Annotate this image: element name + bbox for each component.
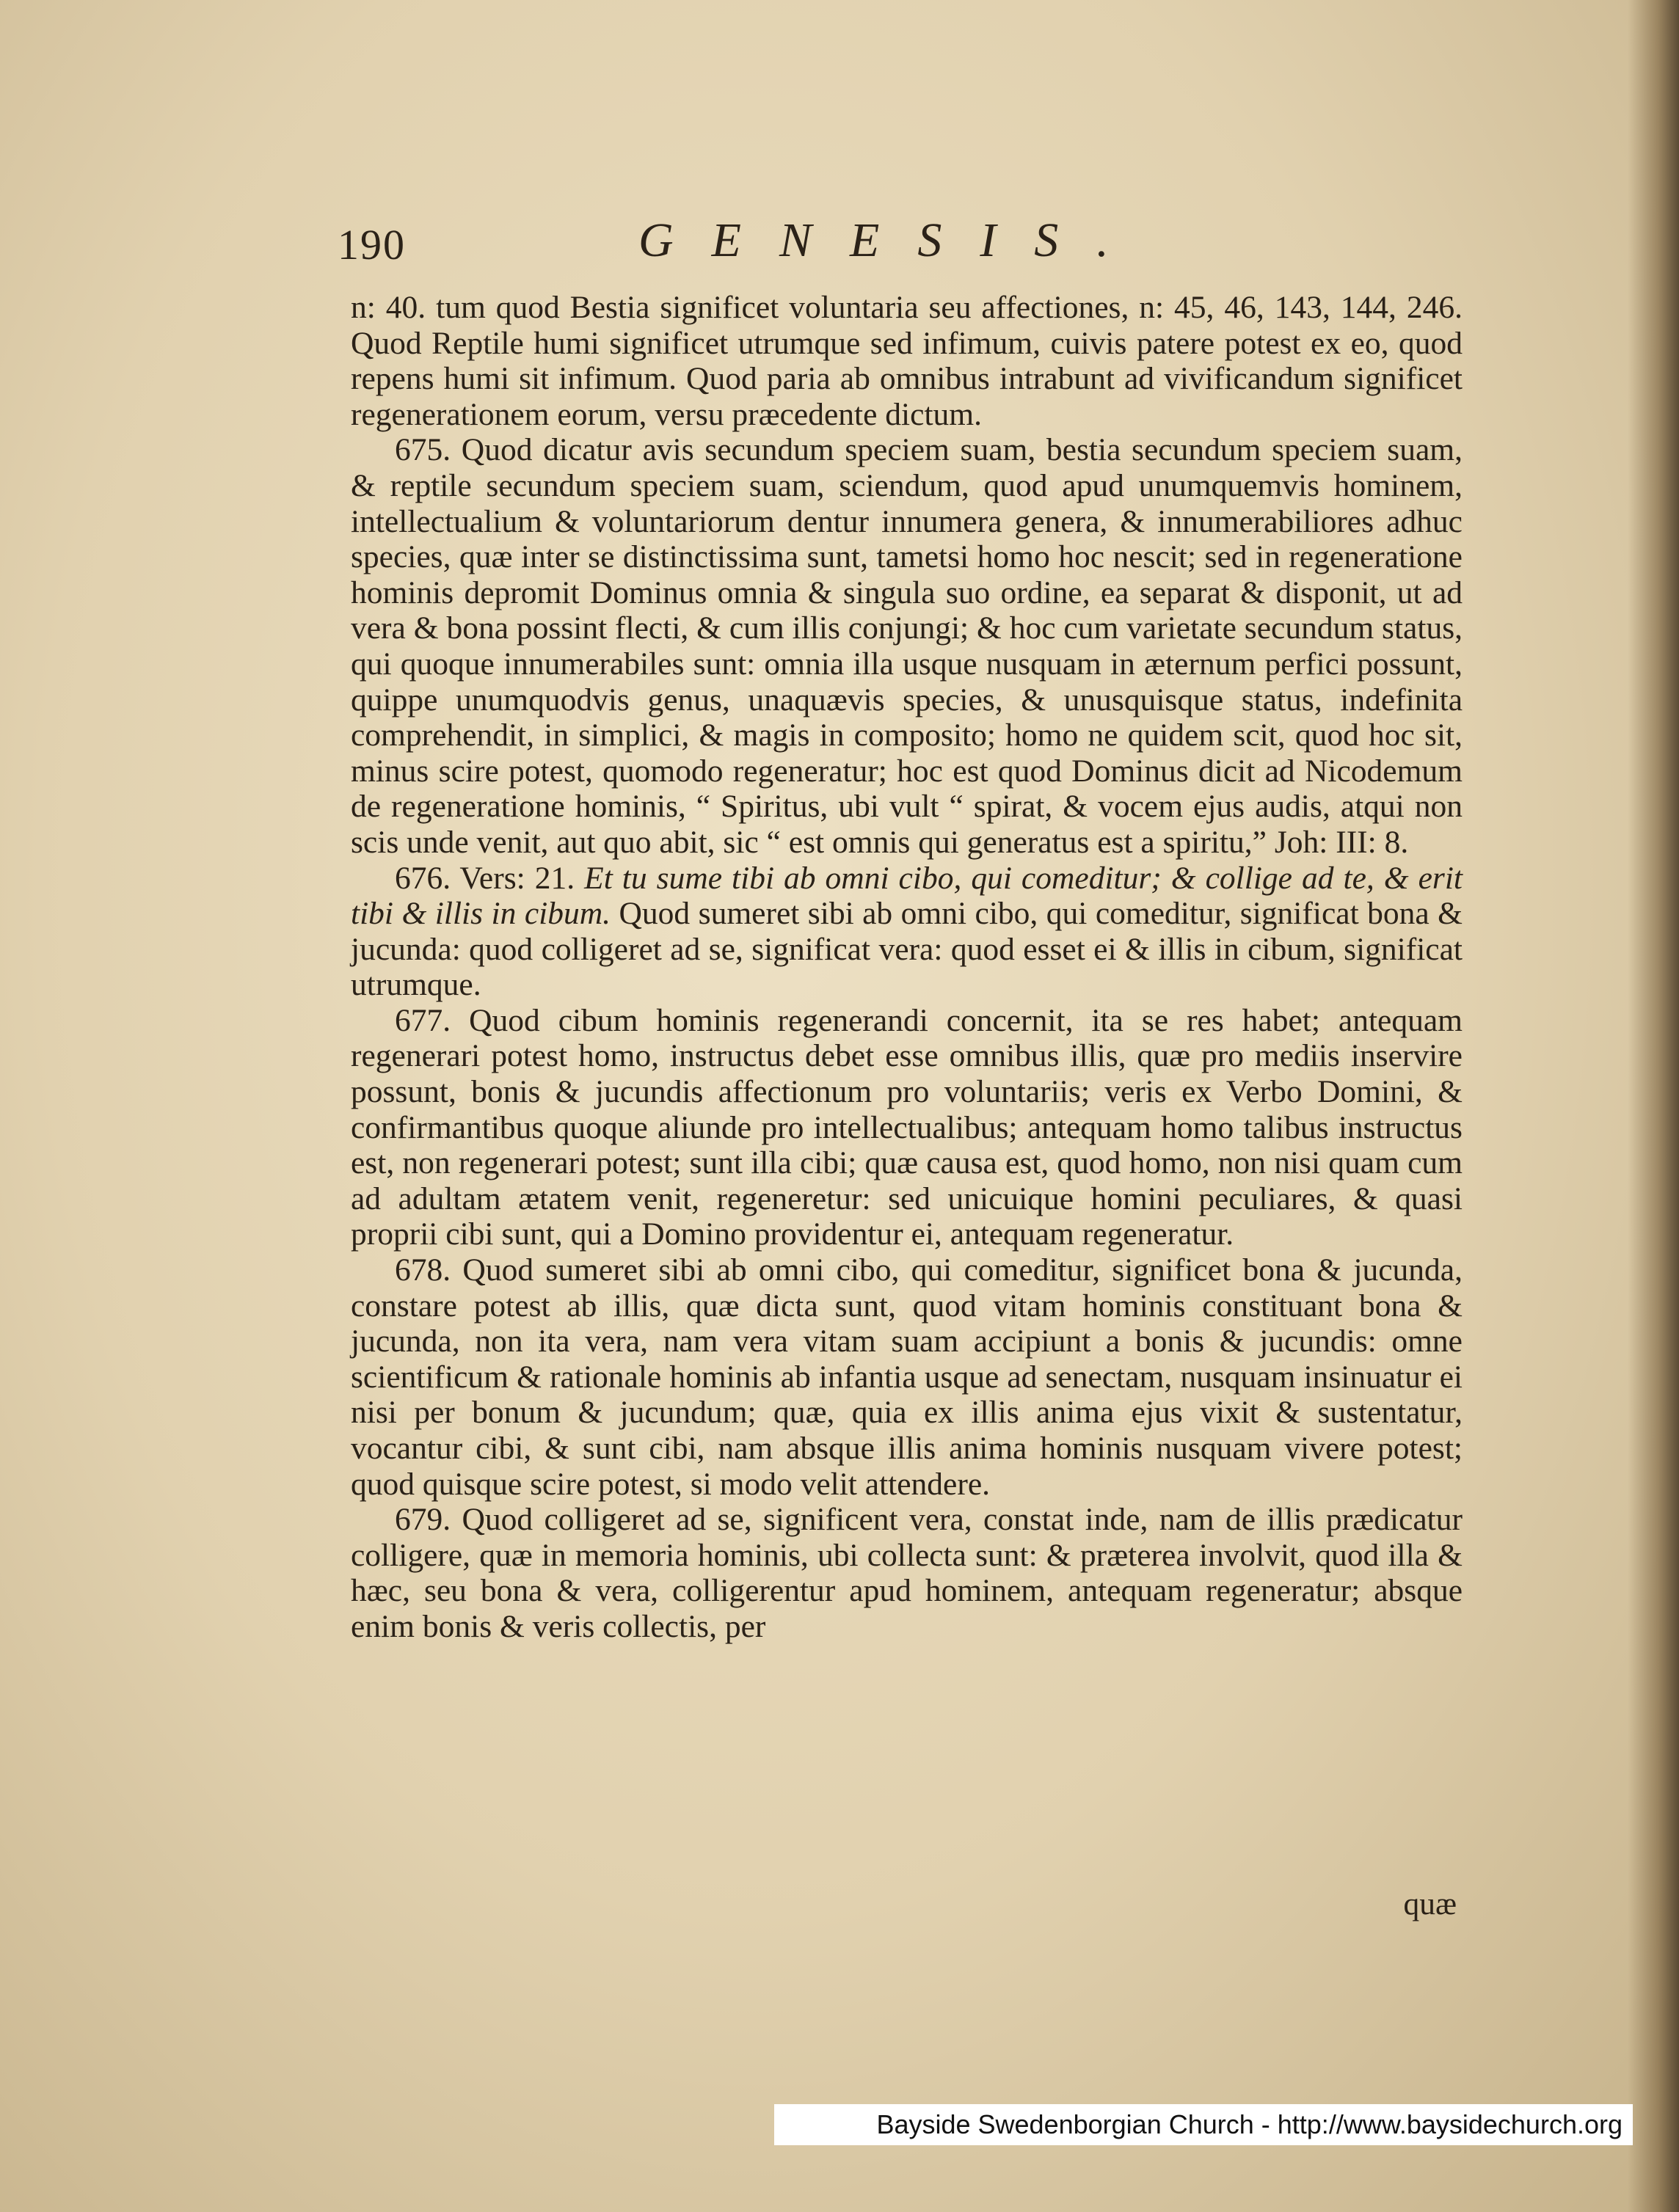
paragraph-676 <box>351 861 1463 1003</box>
paragraph-number: 676. <box>395 860 451 896</box>
paragraph-679 <box>351 1502 1463 1644</box>
paragraph-number: 675. <box>395 432 451 468</box>
scripture-quote: Et tu sume tibi ab omni cibo, qui comeditur; & collige ad te, & erit tibi & illis in cibum. <box>351 860 1463 932</box>
page-number: 190 <box>338 221 406 269</box>
verse-reference: Vers: 21. <box>459 860 575 896</box>
book-spine-shadow <box>1628 0 1679 2212</box>
paragraph-678 <box>351 1252 1463 1502</box>
paragraph-text: Quod sumeret sibi ab omni cibo, qui comeditur, significat bona & jucunda: quod colligeret ad se, significat vera: quod esset ei & illis in cibum, significat utrumque. <box>351 896 1463 1003</box>
catchword: quæ <box>1403 1886 1457 1921</box>
paragraph-text: Quod sumeret sibi ab omni cibo, qui comeditur, significet bona & jucunda, constare potest ab illis, quæ dicta sunt, quod vitam hominis constituant bona & jucunda, non ita vera, nam vera vitam suam accipiunt a bonis & jucundis: omne scientificum & rationale hominis ab infantia usque ad senectam, nusquam insinuatur ei nisi per bonum & jucundum; quæ, quia ex illis anima ejus vixit & sustentatur, vocantur cibi, & sunt cibi, nam absque illis anima hominis nusquam vivere potest; quod quisque scire potest, si modo velit attendere. <box>351 1252 1463 1502</box>
paragraph-text: Quod dicatur avis secundum speciem suam, bestia secundum speciem suam, & reptile secundum speciem suam, sciendum, quod apud unumquemvis hominem, intellectualium & voluntariorum dentur innumera genera, & innumerabiliores adhuc species, quæ inter se distinctissima sunt, tametsi homo hoc nescit; sed in regeneratione hominis depromit Dominus omnia & singula suo ordine, ea separat & disponit, ut ad vera & bona possint flecti, & cum illis conjungi; & hoc cum varietate secundum status, qui quoque innumerabiles sunt: omnia illa usque nusquam in æternum perfici possunt, quippe unumquodvis genus, unaquævis species, & unusquisque status, indefinita comprehendit, in simplici, & magis in composito; homo ne quidem scit, quod hoc sit, minus scire potest, quomodo regeneratur; hoc est quod Dominus dicit ad Nicodemum de regeneratione hominis, “ Spiritus, ubi vult “ spirat, & vocem ejus audis, atqui non scis unde venit, aut quo abit, sic “ est omnis qui generatus est a spiritu,” Joh: III: 8. <box>351 432 1463 860</box>
paragraph-text: Quod colligeret ad se, significent vera, constat inde, nam de illis prædicatur colligere, quæ in memoria hominis, ubi collecta sunt: & præterea involvit, quod illa & hæc, seu bona & vera, colligerentur apud hominem, antequam regeneratur; absque enim bonis & veris collectis, per <box>351 1502 1463 1644</box>
watermark-banner: Bayside Swedenborgian Church - http://www.baysidechurch.org <box>774 2104 1633 2145</box>
paragraph-677 <box>351 1003 1463 1252</box>
page-body <box>351 290 1463 1645</box>
paragraph-number: 679. <box>395 1502 451 1538</box>
paragraph-675 <box>351 432 1463 860</box>
paragraph-continuation <box>351 290 1463 432</box>
paragraph-number: 678. <box>395 1252 451 1288</box>
paragraph-text: n: 40. tum quod Bestia significet voluntaria seu affectiones, n: 45, 46, 143, 144, 246. Quod Reptile humi significet utrumque sed infimum, cuivis patere potest ex eo, quod repens humi sit infimum. Quod paria ab omnibus intrabunt ad vivificandum significet regenerationem eorum, versu præcedente dictum. <box>351 290 1463 432</box>
paragraph-number: 677. <box>395 1002 451 1038</box>
running-head: GENESIS. <box>638 213 1147 267</box>
page-header <box>0 213 1679 279</box>
paragraph-text: Quod cibum hominis regenerandi concernit, ita se res habet; antequam regenerari potest homo, instructus debet esse omnibus illis, quæ pro mediis inservire possunt, bonis & jucundis affectionum pro voluntariis; veris ex Verbo Domini, & confirmantibus quoque aliunde pro intellectualibus; antequam homo talibus instructus est, non regenerari potest; sunt illa cibi; quæ causa est, quod homo, non nisi quam cum ad adultam ætatem venit, regeneretur: sed unicuique homini peculiares, & quasi proprii cibi sunt, qui a Domino providentur ei, antequam regeneratur. <box>351 1002 1463 1252</box>
